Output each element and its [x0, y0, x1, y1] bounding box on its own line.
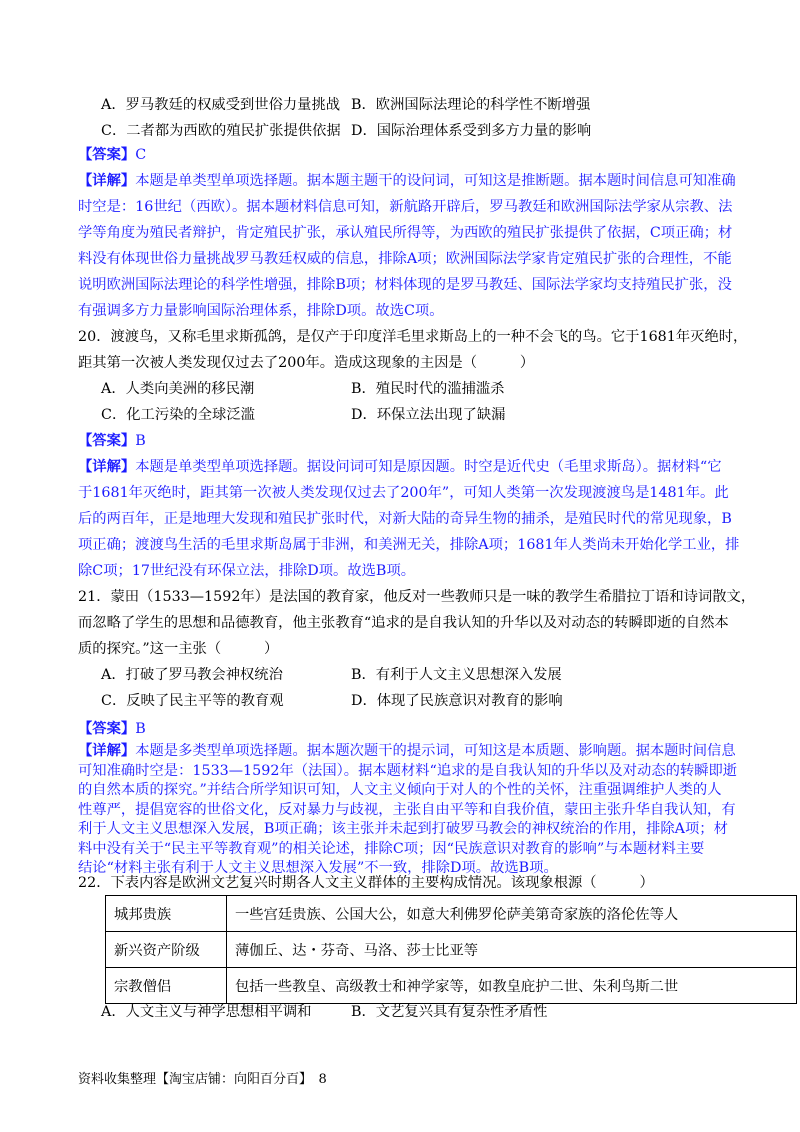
q21-detail-line-3: 的自然本质的探究。”并结合所学知识可知，人文主义倾向于对人的个性的关怀，注重强调维护人类的人 — [78, 782, 722, 798]
q21-stem-line-3: 质的探究。”这一主张（ ） — [78, 641, 279, 657]
q22-option-a: A．人文主义与神学思想相平调和 — [101, 1004, 312, 1020]
q20-stem-line-2: 距其第一次被人类发现仅过去了200年。造成这现象的主因是（ ） — [78, 355, 535, 371]
q20-option-c: C．化工污染的全球泛滥 — [101, 407, 255, 423]
q19-option-b: B．欧洲国际法理论的科学性不断增强 — [351, 97, 591, 113]
answer-value: C — [135, 147, 147, 163]
table-row — [106, 896, 797, 932]
q19-detail-line-1: 【详解】本题是单类型单项选择题。据本题主题干的设问词，可知这是推断题。据本题时间信息可知准确 — [78, 173, 736, 189]
q20-detail-line-1: 【详解】本题是单类型单项选择题。据设问词可知是原因题。时空是近代史（毛里求斯岛）。据材料“它 — [78, 459, 722, 475]
q21-detail-line-6: 料中没有关于“民主平等教育观”的相关论述，排除C项；因“民族意识对教育的影响”与本题材料主要 — [78, 840, 705, 857]
q21-detail-line-2: 可知准确时空是：1533—1592年（法国）。据本题材料“追求的是自我认知的升华以及对动态的转瞬即逝 — [78, 762, 738, 779]
q21-option-a: A．打破了罗马教会神权统治 — [101, 667, 283, 683]
detail-label: 【详解】 — [78, 743, 136, 759]
table-cell-members: 一些宫廷贵族、公国大公，如意大利佛罗伦萨美第奇家族的洛伦佐等人 — [227, 896, 797, 932]
q20-detail-line-2: 于1681年灭绝时，距其第一次被人类发现仅过去了200年”，可知人类第一次发现渡渡鸟是1481年。此 — [78, 485, 729, 501]
q21-answer — [78, 719, 146, 739]
table-cell-members: 薄伽丘、达・芬奇、马洛、莎士比亚等 — [227, 932, 797, 968]
q20-option-a: A．人类向美洲的移民潮 — [101, 381, 255, 397]
q21-option-c: C．反映了民主平等的教育观 — [101, 693, 284, 709]
table-cell-group: 城邦贵族 — [106, 896, 227, 932]
answer-value: B — [135, 721, 146, 737]
q19-detail-line-2: 时空是：16世纪（西欧）。据本题材料信息可知，新航路开辟后，罗马教廷和欧洲国际法学家从宗教、法 — [78, 199, 733, 215]
q19-option-c: C．二者都为西欧的殖民扩张提供依据 — [101, 123, 341, 139]
q21-detail-line-7-hidden: 结论“材料主张有利于人文主义思想深入发展”不一致，排除D项。故选B项。 — [78, 860, 558, 876]
q19-option-a: A．罗马教廷的权威受到世俗力量挑战 — [101, 97, 341, 113]
detail-label: 【详解】 — [78, 459, 136, 475]
q19-option-d: D．国际治理体系受到多方力量的影响 — [351, 123, 592, 139]
answer-label: 【答案】 — [78, 721, 136, 737]
table-cell-members: 包括一些教皇、高级教士和神学家等，如教皇庇护二世、朱利鸟斯二世 — [227, 968, 797, 1004]
q20-detail-line-4: 项正确；渡渡鸟生活的毛里求斯岛属于非洲，和美洲无关，排除A项；1681年人类尚未开始化学工业，排 — [78, 537, 740, 553]
q20-answer — [78, 431, 146, 451]
q20-stem-line-1: 20．渡渡鸟，又称毛里求斯孤鸽，是仅产于印度洋毛里求斯岛上的一种不会飞的鸟。它于1681年灭绝时， — [78, 329, 748, 345]
q19-detail-line-4: 料没有体现世俗力量挑战罗马教廷权威的信息，排除A项；欧洲国际法学家肯定殖民扩张的合理性，不能 — [78, 251, 732, 267]
q21-detail-line-4: 性尊严，提倡宽容的世俗文化，反对暴力与歧视，主张自由平等和自我价值，蒙田主张升华自我认知，有 — [78, 801, 736, 818]
q21-option-b: B．有利于人文主义思想深入发展 — [351, 667, 562, 683]
table-row — [106, 932, 797, 968]
q20-option-d: D．环保立法出现了缺漏 — [351, 407, 506, 423]
answer-label: 【答案】 — [78, 433, 136, 449]
page-footer: 资料收集整理【淘宝店铺：向阳百分百】 8 — [78, 1072, 327, 1087]
q19-detail-line-5: 说明欧洲国际法理论的科学性增强，排除B项；材料体现的是罗马教廷、国际法学家均支持殖民扩张，没 — [78, 277, 732, 293]
q21-option-d: D．体现了民族意识对教育的影响 — [351, 693, 563, 709]
q19-answer — [78, 145, 146, 165]
answer-value: B — [135, 433, 146, 449]
table-cell-group: 新兴资产阶级 — [106, 932, 227, 968]
q20-detail-line-5: 除C项；17世纪没有环保立法，排除D项。故选B项。 — [78, 563, 416, 579]
q22-table — [105, 895, 797, 1004]
q22-stem: 22．下表内容是欧洲文艺复兴时期各人文主义群体的主要构成情况。该现象根源（ ） — [78, 875, 654, 891]
q21-detail-line-1: 【详解】本题是多类型单项选择题。据本题次题干的提示词，可知这是本质题、影响题。据本题时间信息 — [78, 743, 736, 759]
q22-option-b: B．文艺复兴具有复杂性矛盾性 — [351, 1004, 548, 1020]
q19-detail-line-6: 有强调多方力量影响国际治理体系，排除D项。故选C项。 — [78, 303, 444, 319]
table-row — [106, 968, 797, 1004]
table-cell-group: 宗教僧侣 — [106, 968, 227, 1004]
q21-stem-line-1: 21．蒙田（1533—1592年）是法国的教育家，他反对一些教师只是一味的教学生希腊拉丁语和诗词散文， — [78, 589, 756, 605]
answer-label: 【答案】 — [78, 147, 136, 163]
q19-detail-line-3: 学等角度为殖民者辩护，肯定殖民扩张，承认殖民所得等，为西欧的殖民扩张提供了依据，C项正确；材 — [78, 225, 733, 241]
q21-stem-line-2: 而忽略了学生的思想和品德教育，他主张教育“追求的是自我认知的升华以及对动态的转瞬即逝的自然本 — [78, 615, 729, 631]
detail-label: 【详解】 — [78, 173, 136, 189]
q20-detail-line-3: 后的两百年，正是地理大发现和殖民扩张时代，对新大陆的奇异生物的捕杀，是殖民时代的常见现象，B — [78, 511, 732, 527]
q21-detail-line-5: 利于人文主义思想深入发展，B项正确；该主张并未起到打破罗马教会的神权统治的作用，排除A项；材 — [78, 821, 728, 837]
q20-option-b: B．殖民时代的滥捕滥杀 — [351, 381, 505, 397]
